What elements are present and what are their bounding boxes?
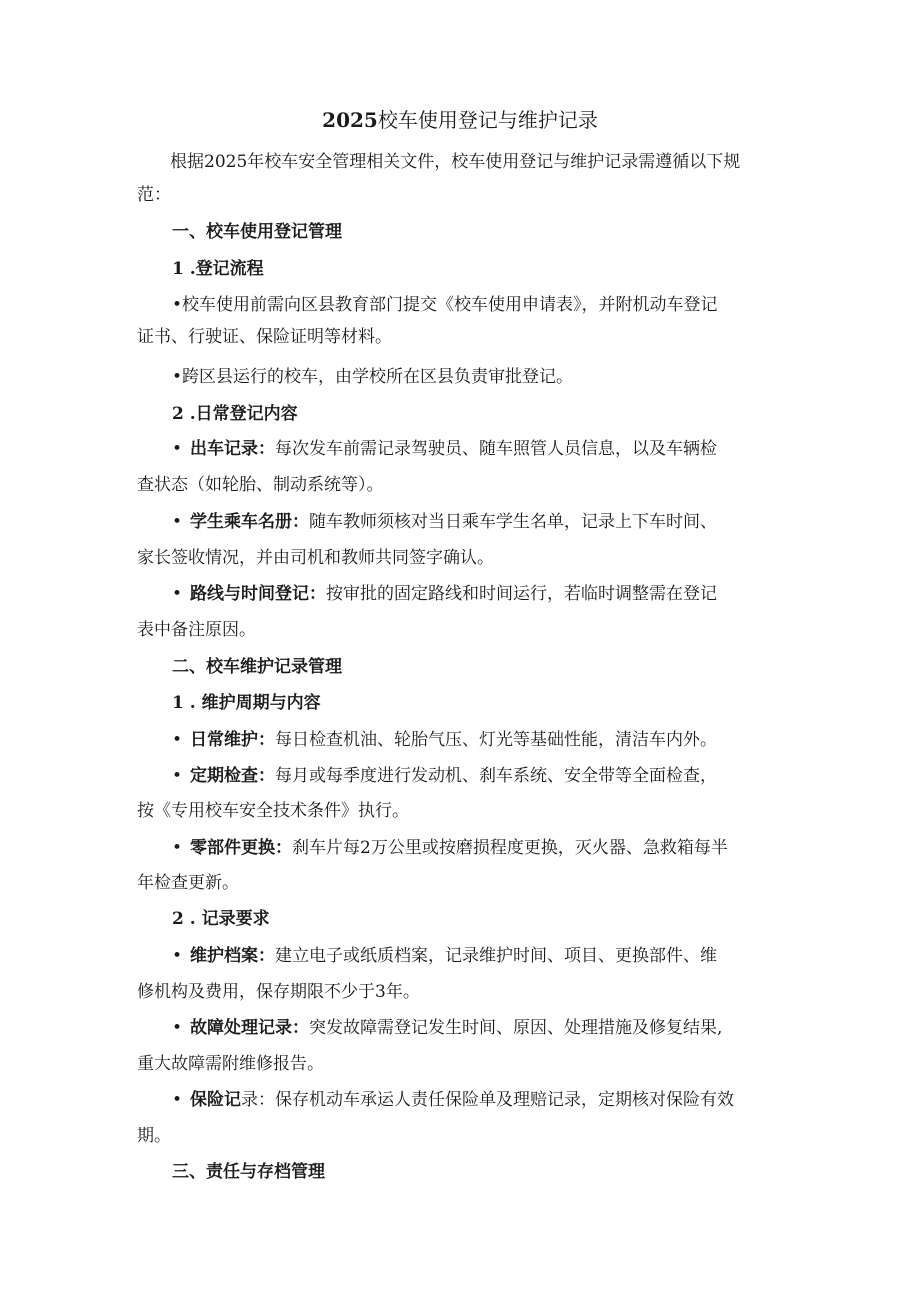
section-1-sub-2-heading: 2 .日常登记内容 [172, 404, 298, 424]
section-1-sub-1-item-2: •跨区县运行的校车，由学校所在区县负责审批登记。 [172, 367, 574, 387]
item-text: 每日检查机油、轮胎气压、灯光等基础性能，清洁车内外。 [275, 730, 717, 750]
bullet-icon: • [172, 766, 183, 786]
item-label: 零部件更换： [190, 838, 292, 858]
item-text: 每月或每季度进行发动机、刹车系统、安全带等全面检查， [275, 766, 717, 786]
list-item-continuation: 查状态（如轮胎、制动系统等）。 [137, 475, 384, 495]
item-label: 维护档案： [190, 946, 275, 966]
item-label: 故障处理记录： [190, 1018, 309, 1038]
item-text: 突发故障需登记发生时间、原因、处理措施及修复结果, [309, 1018, 723, 1038]
list-item-continuation: 家长签收情况，并由司机和教师共同签字确认。 [137, 548, 494, 568]
list-item [172, 1017, 722, 1039]
item-label: 定期检查： [190, 766, 275, 786]
section-1-sub-1-heading: 1 .登记流程 [172, 259, 264, 279]
document-title [0, 106, 920, 134]
item-label: 学生乘车名册： [190, 512, 309, 532]
bullet-icon: • [172, 439, 183, 459]
list-item [172, 765, 717, 787]
section-2-sub-1-heading: 1 . 维护周期与内容 [172, 693, 321, 713]
section-3-heading: 三、责任与存档管理 [172, 1162, 325, 1182]
bullet-icon: • [172, 1090, 183, 1110]
item-label: 出车记录： [190, 439, 275, 459]
list-item-continuation: 重大故障需附维修报告。 [137, 1054, 324, 1074]
list-item [172, 583, 717, 605]
intro-line-1: 根据2025年校车安全管理相关文件，校车使用登记与维护记录需遵循以下规 [170, 152, 741, 172]
item-text: 每次发车前需记录驾驶员、随车照管人员信息，以及车辆检 [275, 439, 717, 459]
section-1-sub-1-item-1-line-2: 证书、行驶证、保险证明等材料。 [137, 327, 392, 347]
list-item [172, 945, 717, 967]
list-item-continuation: 期。 [137, 1126, 171, 1146]
item-label: 保险记 [190, 1090, 241, 1110]
item-text: 刹车片每2万公里或按磨损程度更换，灭火器、急救箱每半 [292, 838, 728, 858]
section-2-heading: 二、校车维护记录管理 [172, 657, 342, 677]
list-item-continuation: 按《专用校车安全技术条件》执行。 [137, 801, 409, 821]
bullet-icon: • [172, 584, 183, 604]
bullet-icon: • [172, 512, 183, 532]
item-text: 按审批的固定路线和时间运行，若临时调整需在登记 [326, 584, 717, 604]
list-item [172, 511, 717, 533]
list-item-continuation: 表中备注原因。 [137, 620, 256, 640]
list-item [172, 1089, 734, 1111]
bullet-icon: • [172, 946, 183, 966]
bullet-icon: • [172, 838, 183, 858]
bullet-icon: • [172, 730, 183, 750]
item-label: 日常维护： [190, 730, 275, 750]
list-item [172, 438, 717, 460]
item-text: 随车教师须核对当日乘车学生名单，记录上下车时间、 [309, 512, 717, 532]
item-label: 路线与时间登记： [190, 584, 326, 604]
title-text: 校车使用登记与维护记录 [377, 108, 598, 132]
section-1-heading: 一、校车使用登记管理 [172, 222, 342, 242]
title-year: 2025 [322, 108, 378, 132]
item-text: 录：保存机动车承运人责任保险单及理赔记录，定期核对保险有效 [241, 1090, 734, 1110]
item-text: 建立电子或纸质档案，记录维护时间、项目、更换部件、维 [275, 946, 717, 966]
section-2-sub-2-heading: 2 . 记录要求 [172, 909, 270, 929]
intro-line-2: 范： [137, 185, 171, 205]
list-item [172, 729, 717, 751]
list-item-continuation: 修机构及费用，保存期限不少于3年。 [137, 982, 420, 1002]
bullet-icon: • [172, 1018, 183, 1038]
section-1-sub-1-item-1-line-1: •校车使用前需向区县教育部门提交《校车使用申请表》，并附机动车登记 [172, 295, 718, 315]
list-item-continuation: 年检查更新。 [137, 873, 239, 893]
list-item [172, 837, 728, 859]
